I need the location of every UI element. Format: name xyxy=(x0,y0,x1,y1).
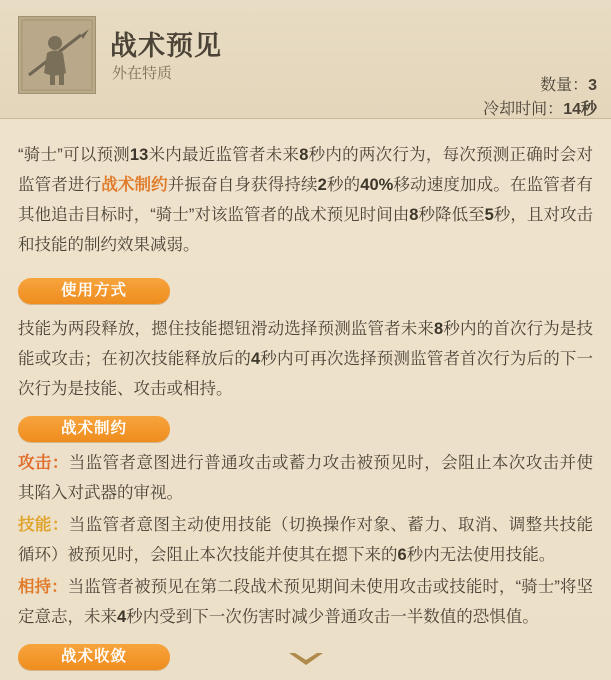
entry-text: 当监管者意图主动使用技能（切换操作对象、蓄力、取消、调整共技能循环）被预见时，会阻止本次技能并使其在摁下来的 xyxy=(18,516,594,564)
skill-count xyxy=(540,72,597,95)
desc-text: 技能为两段释放，摁住技能摁钮滑动选择预测监管者未来 xyxy=(18,320,435,338)
desc-text: 米内最近监管者未来 xyxy=(148,146,300,164)
section-usage-body xyxy=(0,308,611,404)
spear-knight-icon xyxy=(18,16,96,94)
skill-subtitle: 外在特质 xyxy=(112,65,173,82)
entry-text: 当监管者意图进行普通攻击或蓄力攻击被预见时，会阻止本次攻击并使其陷入对武器的审视。 xyxy=(18,454,594,502)
desc-text: 秒内的首次行为是技能或攻击；在初次技能释放后的 xyxy=(18,320,594,368)
restraint-entry-skill xyxy=(0,508,611,570)
desc-number: 8 xyxy=(409,206,419,224)
restraint-entry-hold xyxy=(0,570,611,632)
section-banner-restraint xyxy=(18,416,170,442)
desc-text: 秒内的两次行为，每次预测正确时会对监管者进行 xyxy=(18,146,593,194)
restraint-entry-attack xyxy=(0,446,611,508)
entry-label: 相持： xyxy=(18,578,68,596)
desc-text: 秒内可再次选择预测监管者首次行为后的下一次行为是技能、攻击或相持。 xyxy=(18,350,594,398)
entry-text: 当监管者被预见在第二段战术预见期间未使用攻击或技能时，“骑士”将坚定意志，未来 xyxy=(18,578,593,626)
section-banner-label: 战术制约 xyxy=(60,420,127,437)
entry-number: 6 xyxy=(397,546,407,564)
entry-label: 攻击： xyxy=(18,454,69,472)
chevron-down-icon[interactable] xyxy=(289,653,323,672)
entry-label: 技能： xyxy=(18,516,69,534)
section-banner-label: 战术收敛 xyxy=(60,648,127,665)
desc-text: 秒降低至 xyxy=(418,206,485,224)
section-banner-convergence xyxy=(18,644,170,670)
entry-text: 秒内受到下一次伤害时减少普通攻击一半数值的恐惧值。 xyxy=(126,608,539,626)
desc-number: 8 xyxy=(299,146,309,164)
section-banner-usage xyxy=(18,278,170,304)
section-banner-label: 使用方式 xyxy=(60,282,127,299)
skill-cooldown-label: 冷却时间： xyxy=(483,101,564,118)
desc-keyword: 战术制约 xyxy=(101,176,168,194)
desc-number: 4 xyxy=(250,350,261,368)
desc-text: 移动速度加成。在监管者有其他追击目标时，“骑士”对该监管者的战术预见时间由 xyxy=(18,176,594,224)
skill-count-value: 3 xyxy=(588,77,597,94)
desc-number: 40% xyxy=(360,176,394,194)
entry-number: 4 xyxy=(117,608,127,626)
desc-number: 8 xyxy=(434,320,444,338)
desc-text: 并振奋自身获得持续 xyxy=(167,176,318,194)
desc-text: 秒，且对攻击和技能的制约效果减弱。 xyxy=(18,206,593,254)
desc-number: 13 xyxy=(129,146,149,164)
skill-header xyxy=(0,0,611,119)
skill-description-paragraph xyxy=(0,118,611,266)
skill-description-scroll[interactable] xyxy=(0,118,611,680)
desc-text: 秒的 xyxy=(326,176,361,194)
skill-count-label: 数量： xyxy=(540,77,589,94)
skill-cooldown-value: 14秒 xyxy=(563,101,597,118)
entry-text: 秒内无法使用技能。 xyxy=(406,546,556,564)
skill-cooldown xyxy=(483,96,597,119)
desc-number: 2 xyxy=(317,176,327,194)
page-title: 战术预见 xyxy=(110,31,222,61)
desc-number: 5 xyxy=(484,206,494,224)
desc-text: “骑士”可以预测 xyxy=(18,146,130,164)
